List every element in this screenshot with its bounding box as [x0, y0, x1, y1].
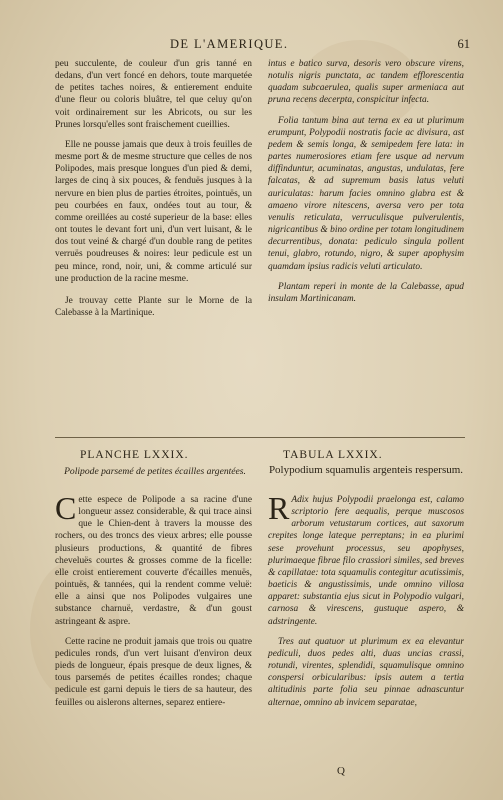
- drop-cap: R: [268, 490, 290, 526]
- plate-title-latin: TABULA LXXIX.: [283, 449, 383, 461]
- signature-mark: Q: [337, 765, 345, 777]
- paragraph: intus e batico surva, desoris vero obscure virens, notulis nigris punctata, ac tandem efflorescentia quadam subcaerulea, qualis super armeniaca aut pruna recens decerpta, conspicitur infecta.: [268, 59, 464, 106]
- paragraph-text: Adix hujus Polypodii praelonga est, calamo scriptorio fere aequalis, perque muscosos arborum vetustarum cortices, aut saxorum crepites longe lateque perreptans; in ea plurimi sese provehunt processus, seu apophyses, plurimaeque fibrae filo crassiori similes, sed breves & capillatae: tota squamulis contegitur acutissimis, baeticis & angustissimis, unde omnino villosa apparet: substantia ejus sicut in Polypodio vulgari, carnosa & virescens, gustuque aspero, & adstringente.: [268, 495, 464, 627]
- running-title: DE L'AMERIQUE.: [170, 37, 289, 51]
- drop-cap: C: [55, 490, 77, 526]
- section-divider: [55, 437, 465, 438]
- paragraph: [55, 490, 252, 628]
- paragraph: Tres aut quatuor ut plurimum ex ea elevantur pediculi, duos pedes alti, duas uncias crassi, rotundi, virentes, splendidi, squamulisque omnino conspersi orbicularibus: ipsis autem a tertia altitudinis parte folia seu pinnae adnascuntur alternae, omnino ab invicem separatae,: [268, 636, 464, 708]
- paragraph: Je trouvay cette Plante sur le Morne de la Calebasse à la Martinique.: [55, 295, 252, 318]
- latin-text-top: [268, 58, 464, 313]
- paragraph: Plantam reperi in monte de la Calebasse, apud insulam Martinicanam.: [268, 281, 464, 304]
- paragraph: Elle ne pousse jamais que deux à trois feuilles de mesme port & de mesme structure que celles de nos Polipodes, mais presque longues d'un pied & demi, larges de cinq à six pouces, & fenduës jusques à la nervure en bien plus de parties étroites, pointuës, un peu courbées en faux, ondées tout au tour, & comme oreillées au costé superieur de la base: elles ont toutes le devant fort uni, d'un vert luisant, & le dos tout veiné & chargé d'un double rang de petites verruës poudreuses & noires: leur pedicule est un peu mince, rond, noir, uni, & comme articulé sur une production de la racine mesme.: [55, 139, 252, 284]
- french-text-bottom: [55, 490, 252, 717]
- french-text-top: [55, 58, 252, 327]
- paragraph: Cette racine ne produit jamais que trois ou quatre pedicules ronds, d'un vert luisant d'environ deux pieds de longueur, épais presque de deux lignes, & tous parsemés de petites écailles rondes; chaque pedicule est garni depuis le tiers de sa hauteur, des feuilles ou aislerons alternes, separez entiere-: [55, 636, 252, 708]
- paragraph: peu succulente, de couleur d'un gris tanné en dedans, d'un vert foncé en dehors, toute marquetée de petites taches noires, & entierement enduite d'une fleur ou coloris bluâtre, tel que celuy qu'on voit ordinairement sur les Abricots, ou sur les Prunes lorsqu'elles sont fraischement cueillies.: [55, 59, 252, 130]
- paragraph: Folia tantum bina aut terna ex ea ut plurimum erumpunt, Polypodii nostratis facie ac divisura, ast pedem & semis longa, & semipedem fere lata: in partes numerosiores etiam fere usque ad nervum diffinduntur, acuminatas, angustas, undulatas, fere falcatas, & ad supremum basis latus veluti auriculatas: harum facies omnino glabra est & amaeno virore nitescens, aversa vero per tota venulis reticulata, verruculisque pulverulentis, nigricantibus & bino ordine per totam longitudinem decurrentibus, donata: pediculo singula pollent tenui, glabro, rotundo, nigro, & super apophysim quamdam ipsius radicis veluti articulato.: [268, 115, 464, 272]
- plate-subtitle-latin: Polypodium squamulis argenteis respersum.: [268, 464, 464, 476]
- running-header: [170, 37, 470, 52]
- page-number: 61: [457, 37, 470, 51]
- plate-subtitle-french: Polipode parsemé de petites écailles argentées.: [64, 466, 246, 477]
- paragraph: [268, 490, 464, 628]
- plate-title-french: PLANCHE LXXIX.: [80, 449, 189, 461]
- paragraph-text: ette espece de Polipode a sa racine d'une longueur assez considerable, & qui trace ainsi que le Chien-dent à travers la mousse des rochers, ou des troncs des vieux arbres; elle pousse plusieurs productions, & quantité de fibres cheveluës courtes & grosses comme de la ficelle: elle croist entierement couverte d'écailles menuës, pointuës, & tannées, qui la rendent comme veluë: elle a ainsi que nos Polipodes vulgaires une substance charnuë, verdastre, & d'un goust astringeant & aspre.: [55, 495, 252, 627]
- latin-text-bottom: [268, 490, 464, 717]
